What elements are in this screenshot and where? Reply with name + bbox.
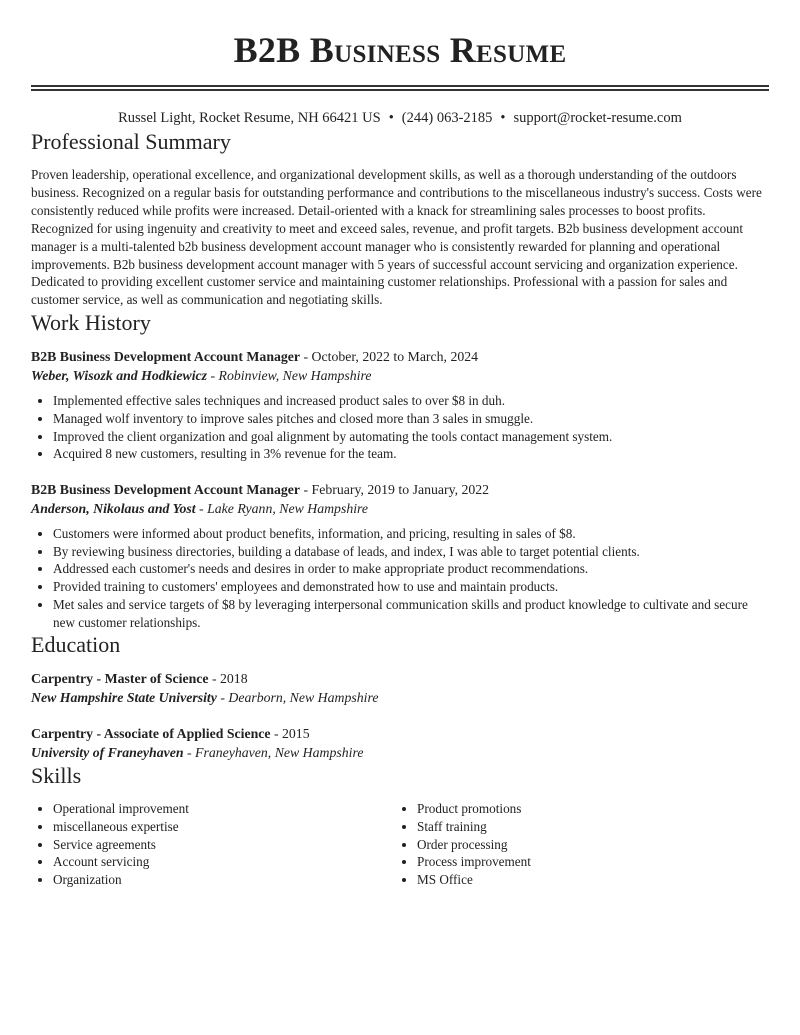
job-bullets: [31, 392, 769, 463]
skill-item: • miscellaneous expertise: [53, 818, 395, 836]
resume-title: B2B Business Resume: [233, 30, 567, 70]
job-bullet: • Improved the client organization and goal alignment by automating the tools contact management system.: [53, 428, 769, 446]
contact-separator: •: [388, 110, 394, 126]
job-company-line: [31, 499, 769, 518]
education-location: - Franeyhaven, New Hampshire: [183, 745, 364, 761]
skill-item: • Service agreements: [53, 836, 395, 854]
job-bullet: • Managed wolf inventory to improve sales pitches and closed more than 3 sales in smuggle.: [53, 410, 769, 428]
skill-item: • Operational improvement: [53, 800, 395, 818]
skill-item: • MS Office: [417, 871, 759, 889]
skill-item: • Process improvement: [417, 853, 759, 871]
skill-item: • Order processing: [417, 836, 759, 854]
skill-item: • Product promotions: [417, 800, 759, 818]
job-bullet: • Customers were informed about product benefits, information, and pricing, resulting in sales of $8.: [53, 525, 769, 543]
contact-email: support@rocket-resume.com: [513, 110, 682, 126]
skill-item: • Account servicing: [53, 853, 395, 871]
job-bullet: • Met sales and service targets of $8 by leveraging interpersonal communication skills and product knowledge to cultivate and secure new customer relationships.: [53, 596, 769, 631]
skills-column-right: [395, 800, 759, 889]
contact-line: [31, 108, 769, 128]
job-bullet: • Implemented effective sales techniques and increased product sales to over $8 in duh.: [53, 392, 769, 410]
education-entry: [31, 724, 769, 762]
education-year: - 2018: [208, 671, 248, 687]
job-bullet: • Acquired 8 new customers, resulting in 3% revenue for the team.: [53, 445, 769, 463]
education-location: - Dearborn, New Hampshire: [216, 690, 379, 706]
education-heading: Education: [31, 632, 121, 658]
job-company-line: [31, 366, 769, 385]
education-year: - 2015: [270, 726, 310, 742]
job-dates: - February, 2019 to January, 2022: [300, 482, 490, 498]
education-school-line: [31, 743, 769, 762]
summary-heading: Professional Summary: [31, 129, 231, 154]
education-school: New Hampshire State University: [31, 690, 217, 706]
summary-text: Proven leadership, operational excellence, and organizational development skills, as well as a thorough understanding of the outdoors business. Recognized on a regular basis for outstanding performance and contributions to the miscellaneous industry's success. Costs were consistently reduced while profits were increased. Detail-oriented with a knack for streamlining sales processes to boost profits. Recognized for using ingenuity and creativity to meet and exceed sales, revenue, and profit targets. B2b business development account manager is a multi-talented b2b business development account manager who is consistently rewarded for planning and operational improvements. B2b business development account manager with 5 years of successful account servicing and organization experience. Dedicated to providing excellent customer service and maintaining customer relationships. Professional with a passion for sales and customer service, as well as communication and negotiating skills.: [31, 167, 762, 308]
education-school: University of Franeyhaven: [31, 745, 184, 761]
title-divider: [31, 85, 769, 91]
skills-heading: Skills: [31, 763, 82, 789]
job-entry: [31, 347, 769, 463]
job-title-line: [31, 347, 769, 366]
job-company: Anderson, Nikolaus and Yost: [31, 501, 196, 517]
education-school-line: [31, 688, 769, 707]
job-title-line: [31, 480, 769, 499]
work-history-heading: Work History: [31, 310, 151, 336]
job-bullet: • Addressed each customer's needs and desires in order to make appropriate product recommendations.: [53, 560, 769, 578]
job-dates: - October, 2022 to March, 2024: [300, 349, 479, 365]
contact-phone: (244) 063-2185: [401, 110, 493, 126]
contact-separator: •: [500, 110, 506, 126]
skills-list: [31, 800, 769, 889]
skill-item: • Staff training: [417, 818, 759, 836]
education-entry: [31, 669, 769, 707]
job-entry: [31, 480, 769, 631]
job-bullets: [31, 525, 769, 631]
education-degree-line: [31, 724, 769, 743]
job-location: - Lake Ryann, New Hampshire: [195, 501, 369, 517]
job-role: B2B Business Development Account Manager: [31, 482, 301, 498]
contact-address: Russel Light, Rocket Resume, NH 66421 US: [118, 110, 381, 126]
skill-item: • Organization: [53, 871, 395, 889]
education-degree-line: [31, 669, 769, 688]
job-role: B2B Business Development Account Manager: [31, 349, 301, 365]
education-degree: Carpentry - Master of Science: [31, 671, 209, 687]
skills-column-left: [31, 800, 395, 889]
job-bullet: • By reviewing business directories, building a database of leads, and index, I was able to target potential clients.: [53, 543, 769, 561]
job-company: Weber, Wisozk and Hodkiewicz: [31, 368, 208, 384]
education-degree: Carpentry - Associate of Applied Science: [31, 726, 271, 742]
job-bullet: • Provided training to customers' employees and demonstrated how to use and maintain products.: [53, 578, 769, 596]
job-location: - Robinview, New Hampshire: [207, 368, 372, 384]
